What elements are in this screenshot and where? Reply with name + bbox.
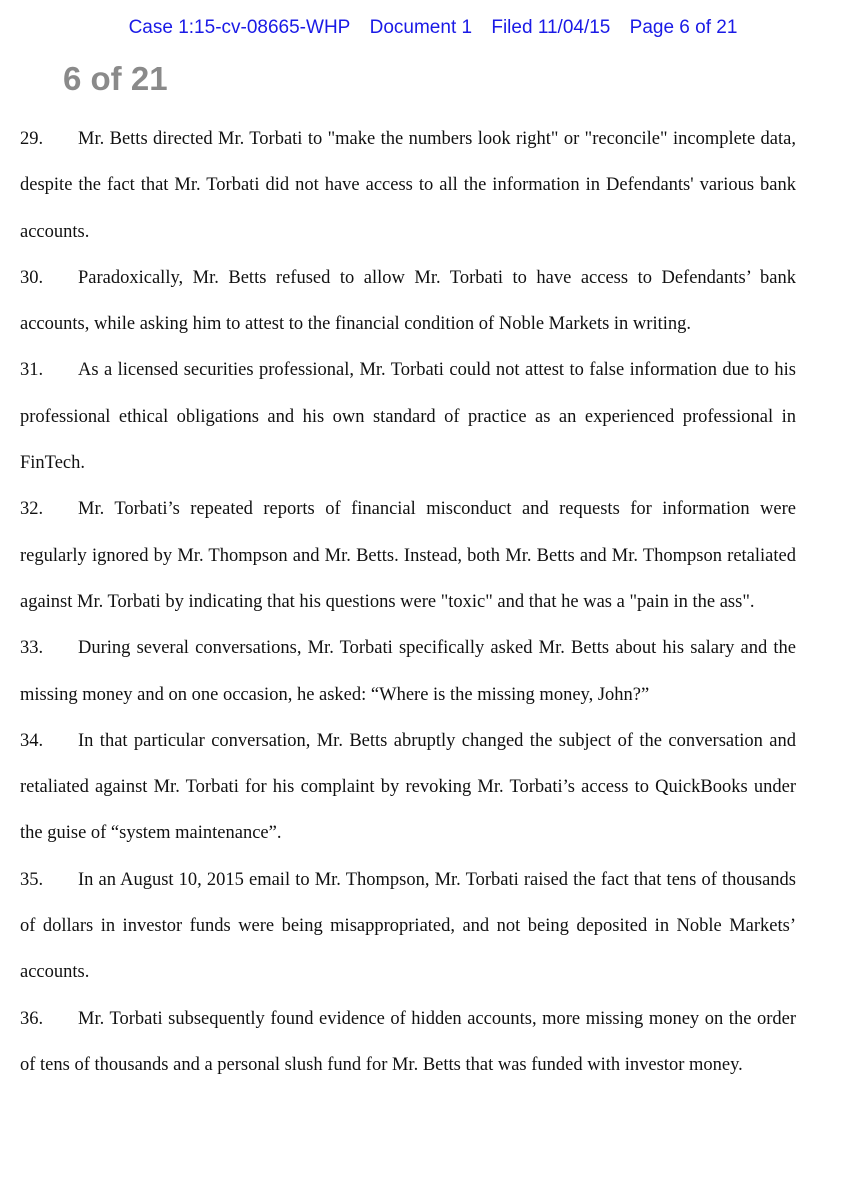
paragraph-number: 30. xyxy=(20,267,44,288)
paragraph-text: Mr. Torbati subsequently found evidence of hidden accounts, more missing money on the order of tens of thousands and a personal slush fund for Mr. Betts that was funded with investor money. xyxy=(20,1008,796,1075)
paragraph-number: 35. xyxy=(20,869,44,890)
paragraph-text: Mr. Betts directed Mr. Torbati to "make the numbers look right" or "reconcile" incomplete data, despite the fact that Mr. Torbati did not have access to all the information in Defendants' various bank accounts. xyxy=(20,129,796,242)
document-body xyxy=(20,116,796,1088)
paragraph-number: 29. xyxy=(20,129,44,149)
case-number: Case 1:15-cv-08665-WHP xyxy=(128,17,351,38)
document-number: Document 1 xyxy=(369,17,473,38)
paragraph-text: In that particular conversation, Mr. Betts abruptly changed the subject of the conversation and retaliated against Mr. Torbati for his complaint by revoking Mr. Torbati’s access to QuickBooks under the guise of “system maintenance”. xyxy=(20,730,796,844)
paragraph-text: During several conversations, Mr. Torbati specifically asked Mr. Betts about his salary and the missing money and on one occasion, he asked: “Where is the missing money, John?” xyxy=(20,638,796,705)
paragraph-32 xyxy=(20,486,796,625)
paragraph-31 xyxy=(20,347,796,486)
paragraph-36 xyxy=(20,996,796,1089)
paragraph-29 xyxy=(20,116,796,255)
paragraph-30 xyxy=(20,255,796,348)
paragraph-33 xyxy=(20,625,796,718)
paragraph-34 xyxy=(20,718,796,857)
paragraph-number: 34. xyxy=(20,730,44,751)
paragraph-number: 31. xyxy=(20,360,44,381)
paragraph-number: 33. xyxy=(20,638,44,659)
paragraph-text: Paradoxically, Mr. Betts refused to allow Mr. Torbati to have access to Defendants’ bank accounts, while asking him to attest to the financial condition of Noble Markets in writing. xyxy=(20,267,796,335)
page-indicator: Page 6 of 21 xyxy=(629,17,738,38)
paragraph-text: Mr. Torbati’s repeated reports of financial misconduct and requests for information were regularly ignored by Mr. Thompson and Mr. Betts. Instead, both Mr. Betts and Mr. Thompson retaliated against Mr. Torbati by indicating that his questions were "toxic" and that he was a "pain in the ass". xyxy=(20,499,796,612)
paragraph-text: As a licensed securities professional, Mr. Torbati could not attest to false information due to his professional ethical obligations and his own standard of practice as an experienced professional in FinTech. xyxy=(20,360,796,474)
paragraph-number: 32. xyxy=(20,499,44,520)
filed-date: Filed 11/04/15 xyxy=(491,17,611,38)
case-header xyxy=(0,17,866,39)
paragraph-number: 36. xyxy=(20,1008,44,1029)
paragraph-35 xyxy=(20,857,796,996)
page-stamp: 6 of 21 xyxy=(63,60,168,97)
paragraph-text: In an August 10, 2015 email to Mr. Thompson, Mr. Torbati raised the fact that tens of thousands of dollars in investor funds were being misappropriated, and not being deposited in Noble Markets’ accounts. xyxy=(20,869,796,983)
